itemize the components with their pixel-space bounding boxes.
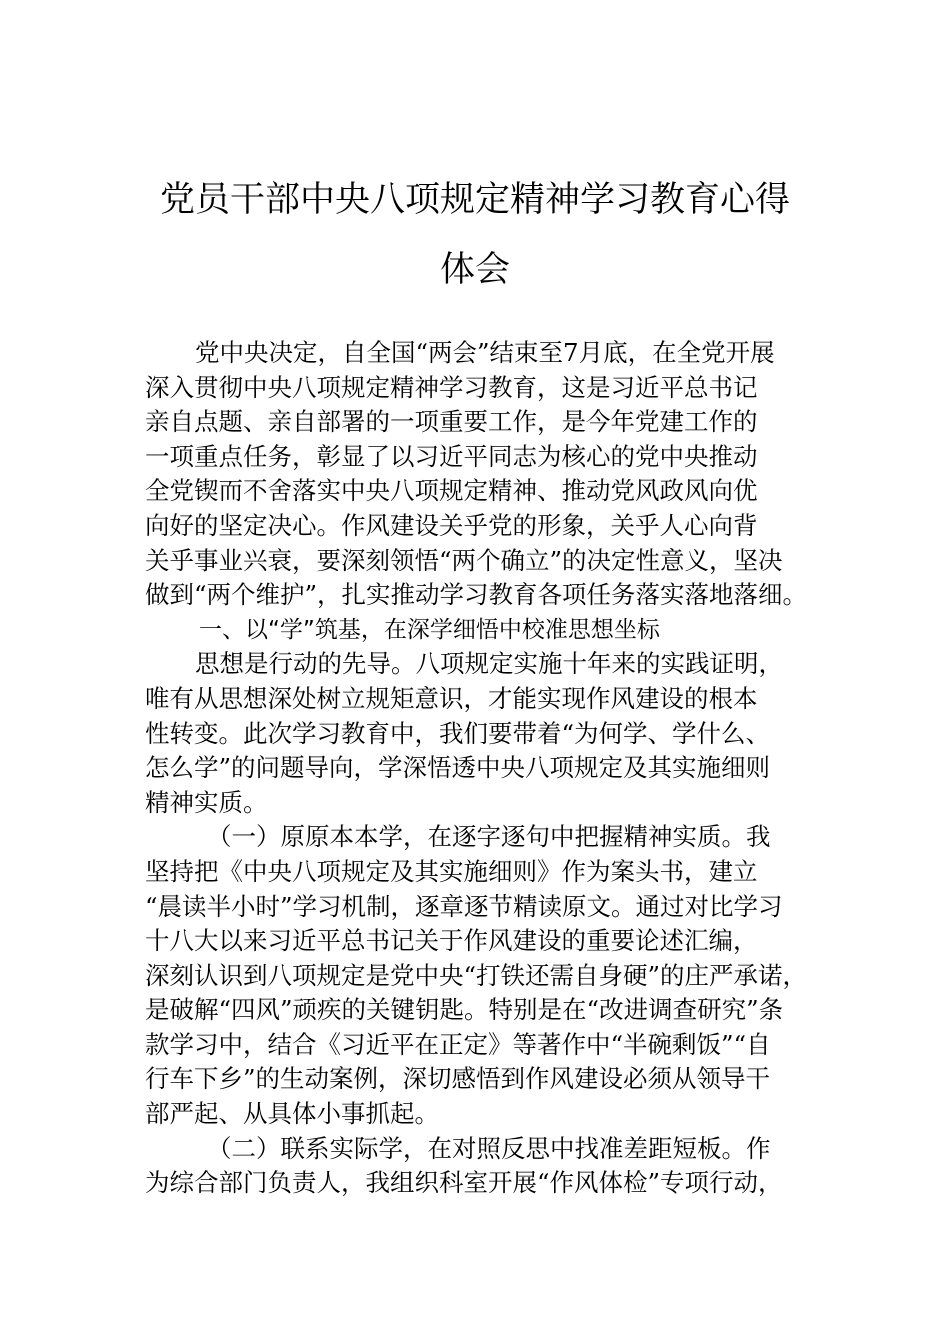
section-heading-1: 一、以“学”筑基，在深学细悟中校准思想坐标 <box>199 616 660 643</box>
body-line: 向好的坚定决心。作风建设关乎党的形象，关乎人心向背 <box>145 510 758 540</box>
subsection-line: （一）原原本本学，在逐字逐句中把握精神实质。我 <box>207 822 771 852</box>
body-line: 性转变。此次学习教育中，我们要带着“为何学、学什么、 <box>145 718 771 748</box>
body-line: 精神实质。 <box>145 787 268 817</box>
document-title-line-1: 党员干部中央八项规定精神学习教育心得 <box>159 180 790 220</box>
body-line: 坚持把《中央八项规定及其实施细则》作为案头书，建立 <box>145 856 758 886</box>
body-line: 深刻认识到八项规定是党中央“打铁还需自身硬”的庄严承诺， <box>145 960 808 990</box>
body-line: 行车下乡”的生动案例，深切感悟到作风建设必须从领导干 <box>145 1064 771 1094</box>
body-line: “晨读半小时”学习机制，逐章逐节精读原文。通过对比学习 <box>145 891 783 921</box>
body-line: 唯有从思想深处树立规矩意识，才能实现作风建设的根本 <box>145 683 758 713</box>
document-body <box>145 336 835 1201</box>
body-line: 一项重点任务，彰显了以习近平同志为核心的党中央推动 <box>145 441 758 471</box>
subsection-line: （二）联系实际学，在对照反思中找准差距短板。作 <box>207 1133 771 1163</box>
body-line: 十八大以来习近平总书记关于作风建设的重要论述汇编， <box>145 926 758 956</box>
body-line: 党中央决定，自全国“两会”结束至7月底，在全党开展 <box>195 338 775 367</box>
body-line: 为综合部门负责人，我组织科室开展“作风体检”专项行动， <box>145 1168 783 1198</box>
body-line: 思想是行动的先导。八项规定实施十年来的实践证明， <box>195 649 783 679</box>
body-line: 款学习中，结合《习近平在正定》等著作中“半碗剩饭”“自 <box>145 1029 771 1059</box>
body-line: 全党锲而不舍落实中央八项规定精神、推动党风政风向优 <box>145 476 758 506</box>
body-line: 是破解“四风”顽疾的关键钥匙。特别是在“改进调查研究”条 <box>145 995 784 1025</box>
body-line: 做到“两个维护”，扎实推动学习教育各项任务落实落地落细。 <box>145 580 808 610</box>
body-line: 深入贯彻中央八项规定精神学习教育，这是习近平总书记 <box>145 372 758 402</box>
body-line: 怎么学”的问题导向，学深悟透中央八项规定及其实施细则 <box>145 753 771 783</box>
body-line: 亲自点题、亲自部署的一项重要工作，是今年党建工作的 <box>145 407 758 437</box>
document-title-line-2: 体会 <box>439 250 510 290</box>
body-line: 部严起、从具体小事抓起。 <box>145 1099 439 1129</box>
body-line: 关乎事业兴衰，要深刻领悟“两个确立”的决定性意义，坚决 <box>145 545 783 575</box>
